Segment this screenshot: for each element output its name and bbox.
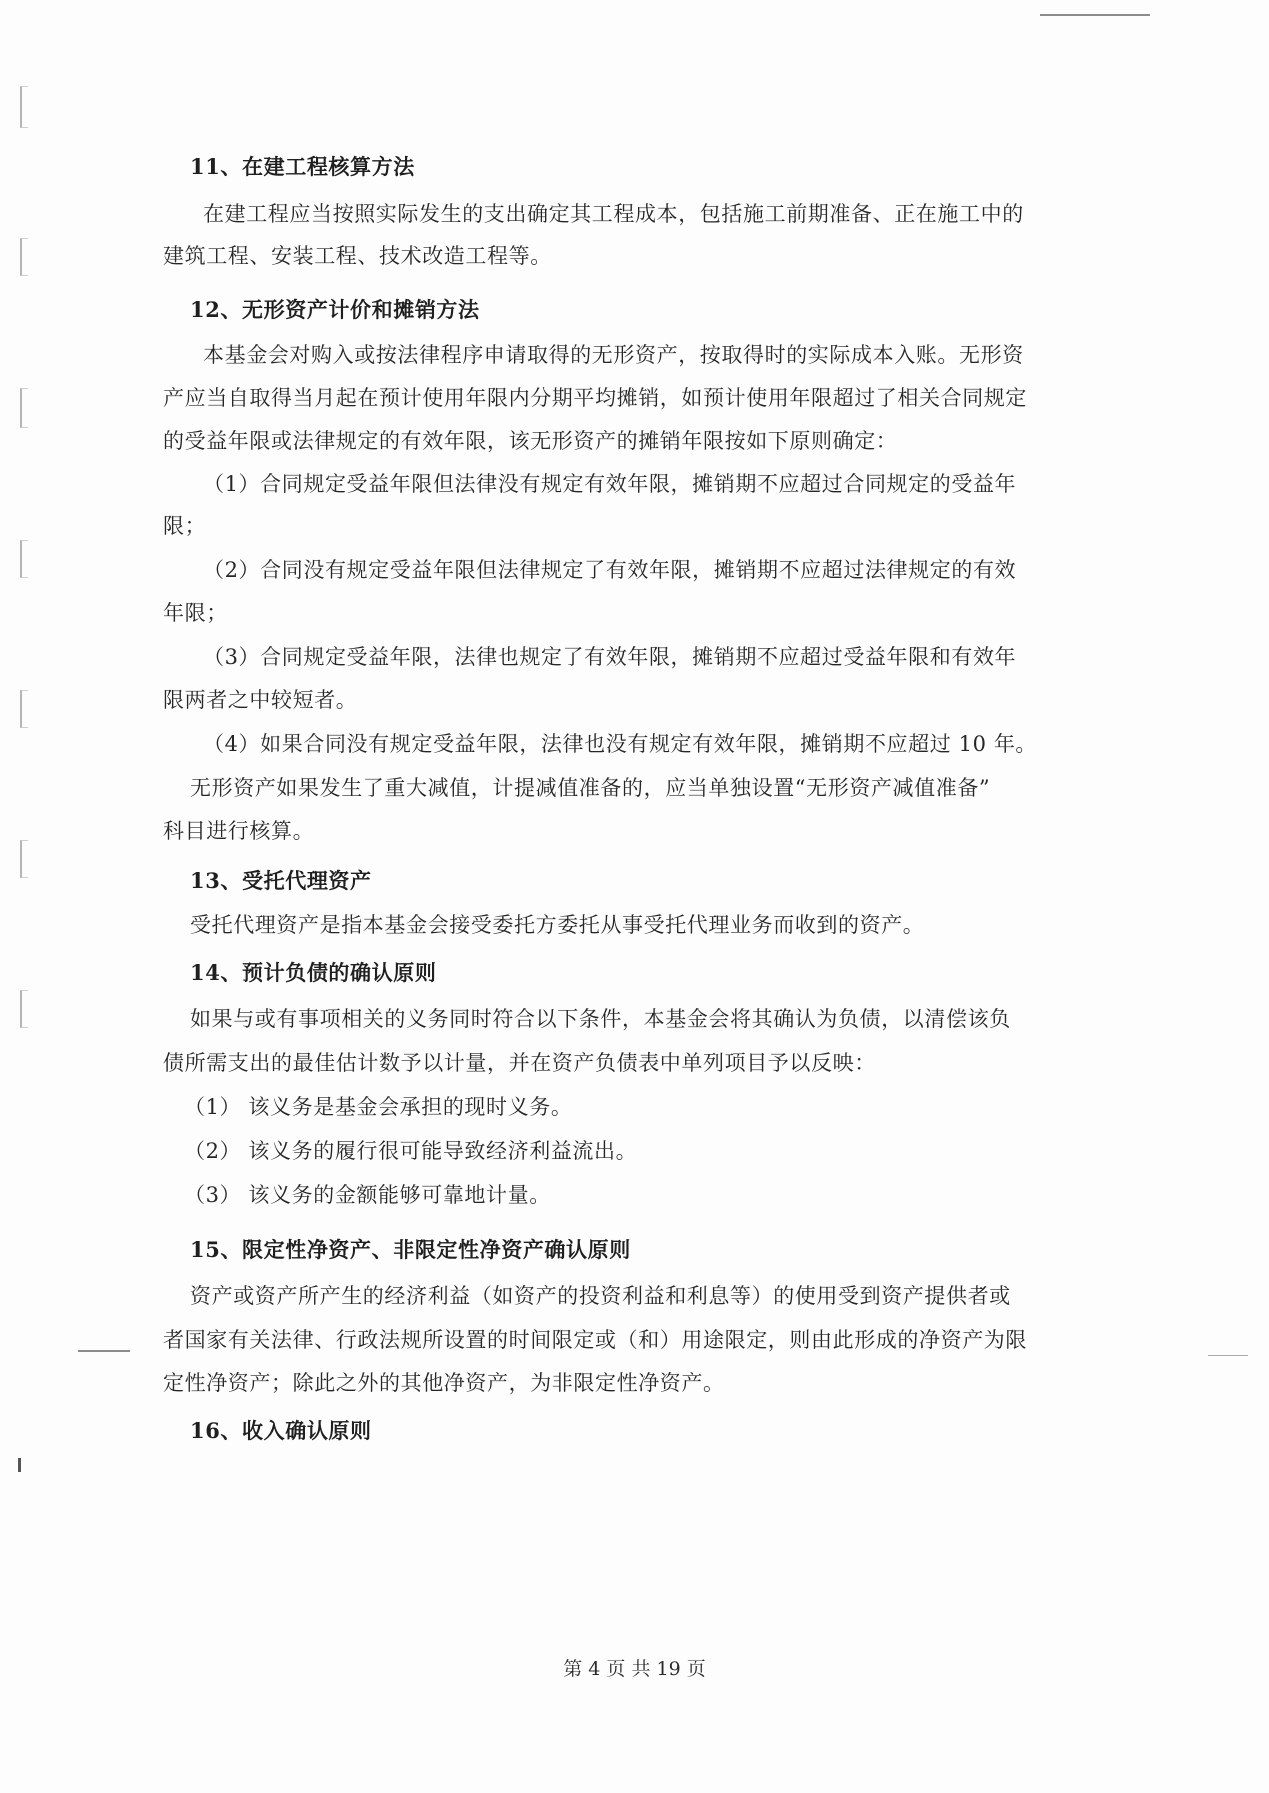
- paragraph-line: 产应当自取得当月起在预计使用年限内分期平均摊销，如预计使用年限超过了相关合同规定: [163, 386, 1027, 410]
- scan-mark-right-dash: [1208, 1355, 1248, 1356]
- section-heading: 11、在建工程核算方法: [190, 154, 415, 179]
- scan-mark-top-right: [1040, 14, 1150, 16]
- section-heading: 12、无形资产计价和摊销方法: [190, 297, 480, 322]
- paragraph-line: （4）如果合同没有规定受益年限，法律也没有规定有效年限，摊销期不应超过 10 年。: [203, 732, 1038, 756]
- paragraph-line: （2） 该义务的履行很可能导致经济利益流出。: [184, 1139, 638, 1163]
- scan-mark-left-3: [20, 388, 28, 428]
- paragraph-line: 限两者之中较短者。: [163, 688, 358, 712]
- paragraph-line: 者国家有关法律、行政法规所设置的时间限定或（和）用途限定，则由此形成的净资产为限: [163, 1328, 1027, 1352]
- paragraph-line: 科目进行核算。: [163, 819, 315, 843]
- section-heading: 13、受托代理资产: [190, 868, 372, 893]
- paragraph-line: 定性净资产；除此之外的其他净资产，为非限定性净资产。: [163, 1371, 725, 1395]
- paragraph-line: 无形资产如果发生了重大减值，计提减值准备的，应当单独设置“无形资产减值准备”: [190, 776, 991, 800]
- paragraph-line: 建筑工程、安装工程、技术改造工程等。: [163, 244, 552, 268]
- paragraph-line: 受托代理资产是指本基金会接受委托方委托从事受托代理业务而收到的资产。: [190, 913, 925, 937]
- paragraph-line: （2）合同没有规定受益年限但法律规定了有效年限，摊销期不应超过法律规定的有效: [203, 558, 1017, 582]
- paragraph-line: 在建工程应当按照实际发生的支出确定其工程成本，包括施工前期准备、正在施工中的: [203, 202, 1024, 226]
- scan-mark-left-dash: [78, 1350, 130, 1352]
- scan-mark-left-7: [20, 990, 28, 1028]
- scan-mark-left-2: [20, 238, 28, 276]
- section-heading: 15、限定性净资产、非限定性净资产确认原则: [190, 1237, 631, 1262]
- paragraph-line: 限；: [163, 514, 207, 538]
- section-heading: 14、预计负债的确认原则: [190, 960, 437, 985]
- paragraph-line: 的受益年限或法律规定的有效年限，该无形资产的摊销年限按如下原则确定：: [163, 429, 898, 453]
- scan-mark-left-1: [20, 86, 28, 128]
- paragraph-line: 资产或资产所产生的经济利益（如资产的投资利益和利息等）的使用受到资产提供者或: [190, 1284, 1011, 1308]
- paragraph-line: （1） 该义务是基金会承担的现时义务。: [184, 1095, 573, 1119]
- scan-mark-left-4: [20, 540, 28, 578]
- page-number-footer: 第 4 页 共 19 页: [563, 1658, 706, 1680]
- paragraph-line: 本基金会对购入或按法律程序申请取得的无形资产，按取得时的实际成本入账。无形资: [203, 343, 1024, 367]
- scan-mark-bottom-left: [18, 1458, 21, 1472]
- paragraph-line: （3） 该义务的金额能够可靠地计量。: [184, 1183, 551, 1207]
- paragraph-line: （1）合同规定受益年限但法律没有规定有效年限，摊销期不应超过合同规定的受益年: [203, 472, 1017, 496]
- paragraph-line: 如果与或有事项相关的义务同时符合以下条件，本基金会将其确认为负债，以清偿该负: [190, 1007, 1011, 1031]
- scan-mark-left-6: [20, 840, 28, 878]
- scan-mark-left-5: [20, 690, 28, 728]
- paragraph-line: 年限；: [163, 601, 228, 625]
- paragraph-line: （3）合同规定受益年限，法律也规定了有效年限，摊销期不应超过受益年限和有效年: [203, 645, 1017, 669]
- section-heading: 16、收入确认原则: [190, 1418, 372, 1443]
- paragraph-line: 债所需支出的最佳估计数予以计量，并在资产负债表中单列项目予以反映：: [163, 1051, 876, 1075]
